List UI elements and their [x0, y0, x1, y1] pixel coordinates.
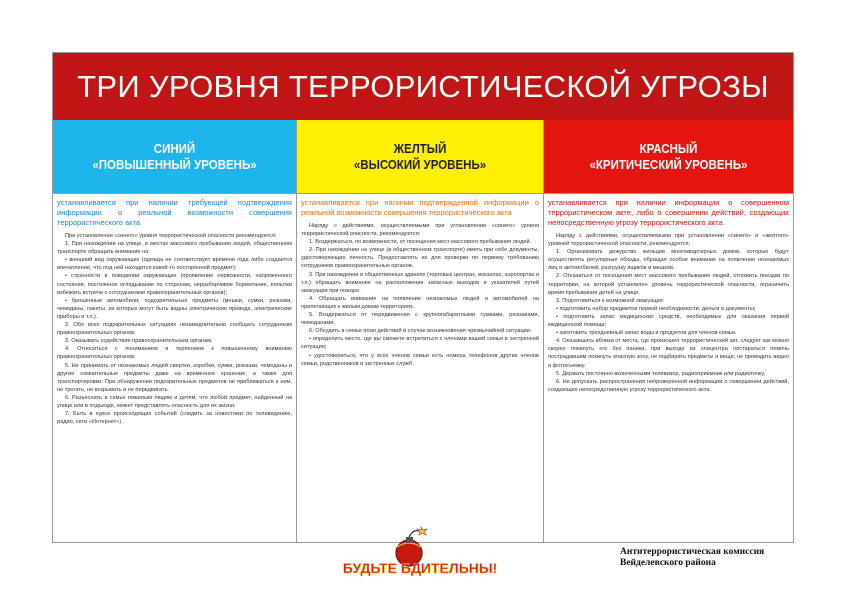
paragraph: 6. Не допускать распространения непроверенной информации о совершении действий, создающих непосредственную угрозу террористического акта. — [548, 378, 789, 393]
paragraph: 4. Относиться с пониманием и терпением к повышенному вниманию правоохранительных органов. — [57, 346, 292, 361]
paragraph: 3. При нахождении в общественных зданиях (торговых центрах, вокзалах, аэропортах и т.п.) обращать внимание на расположение запасных выходов и указателей путей эвакуации при пожаре. — [301, 271, 539, 294]
poster-title: ТРИ УРОВНЯ ТЕРРОРИСТИЧЕСКОЙ УГРОЗЫ — [77, 68, 769, 104]
paragraph: • внешний вид окружающих (одежда не соответствует времени года либо создается впечатление, что под ней находится какой-то посторонний предмет); — [57, 257, 292, 272]
paragraph: Наряду с действиями, осуществляемыми при установлении «синего» уровня террористической опасности, рекомендуется: — [301, 223, 539, 238]
level-name-yellow: ЖЕЛТЫЙ — [393, 141, 447, 156]
title-banner — [53, 53, 793, 120]
paragraph: 7. Быть в курсе происходящих событий (следить за новостями по телевидению, радио, сети «Интернет»). — [57, 411, 292, 426]
header-blue — [53, 120, 296, 194]
header-yellow — [297, 120, 543, 194]
paragraph: • определить место, где вы сможете встретиться с членами вашей семьи в экстренной ситуации; — [301, 336, 539, 351]
paragraph: 6. Обсудить в семье план действий в случае возникновения чрезвычайной ситуации: — [309, 328, 532, 335]
level-title-yellow: «ВЫСОКИЙ УРОВЕНЬ» — [353, 157, 487, 172]
intro-yellow: устанавливается при наличии подтвержденной информации о реальной возможности совершения террористического акта — [301, 198, 539, 217]
footer-line-1: Антитеррористическая комиссия — [620, 547, 765, 557]
paragraph: 1. Воздержаться, по возможности, от посещения мест массового пребывания людей. — [309, 239, 532, 246]
level-title-blue: «ПОВЫШЕННЫЙ УРОВЕНЬ» — [92, 157, 257, 172]
paragraph: Наряду с действиями, осуществляемыми при установлении «синего» и «желтого» уровней террористической опасности, рекомендуется: — [548, 233, 789, 248]
paragraph: • удостовериться, что у всех членов семьи есть номера телефонов других членов семьи, родственников и экстренных служб. — [301, 352, 539, 367]
paragraph: При установлении «синего» уровня террористической опасности рекомендуется: — [65, 233, 277, 239]
paragraph: 5. Держать постоянно включенными телевизор, радиоприемник или радиоточку. — [556, 370, 766, 377]
stamp-text: БУДЬТЕ БДИТЕЛЬНЫ! — [342, 560, 498, 576]
column-red — [544, 120, 793, 543]
paragraph: 2. Отказаться от посещения мест массового пребывания людей, отложить поездки по территории, на которой установлен уровень террористической опасности, ограничить время пребывания детей на улице. — [548, 273, 789, 296]
level-name-red: КРАСНЫЙ — [639, 141, 698, 156]
text-red — [548, 232, 789, 394]
paragraph: 4. Оказавшись вблизи от места, где произошел террористический акт, следует как можно скорее покинуть его без паники, при выходе из эпицентра постараться помочь пострадавшим покинуть опасную зону, не подбирать предметы и вещи, не проводить видео и фотосъемку. — [548, 338, 789, 369]
column-yellow — [297, 120, 544, 576]
paragraph: 6. Разъяснить в семье пожилым людям и детям, что любой предмет, найденный на улице или в подъезде, может представлять опасность для их жизни. — [57, 394, 292, 409]
paragraph: 1. Организовать дежурство жильцов многоквартирных домов, которые будут осуществлять регулярные обходы, обращая особое внимание на появление незнакомых лиц и автомобилей, разгрузку ящиков и мешков. — [548, 249, 789, 272]
paragraph: • заготовить трехдневный запас воды и продуктов для членов семьи. — [556, 330, 737, 337]
text-blue — [57, 232, 292, 426]
text-yellow — [301, 222, 539, 368]
be-vigilant-stamp — [342, 527, 498, 583]
header-red — [544, 120, 793, 194]
intro-blue: устанавливается при наличии требующей подтверждения информации о реальной возможности совершения террористического акта — [57, 198, 292, 227]
paragraph: • подготовить набор предметов первой необходимости, деньги и документы; — [556, 305, 756, 312]
level-name-blue: СИНИЙ — [153, 141, 196, 156]
paragraph: • брошенные автомобили, подозрительные предметы (мешки, сумки, рюкзаки, чемоданы, пакеты, из которых могут быть видны электрические провода, электрические приборы и т.п.). — [57, 297, 292, 320]
level-title-red: «КРИТИЧЕСКИЙ УРОВЕНЬ» — [589, 157, 748, 172]
paragraph: 3. Оказывать содействие правоохранительным органам. — [65, 338, 213, 345]
paragraph: 1. При нахождении на улице, в местах массового пребывания людей, общественном транспорте обращать внимание на: — [57, 241, 292, 256]
paragraph: 5. Не принимать от незнакомых людей свертки, коробки, сумки, рюкзаки, чемоданы и другие сомнительные предметы даже на временное хранение, а также для транспортировки. При обнаружении подозрительных предметов не приближаться к ним, не трогать, не вскрывать и не передвигать. — [57, 362, 292, 393]
footer-line-2: Вейделевского района — [620, 558, 716, 568]
paragraph: 3. Подготовиться к возможной эвакуации: — [556, 297, 665, 304]
footer-signature — [620, 547, 764, 569]
fuse-icon — [409, 531, 419, 537]
paragraph: 5. Воздержаться от передвижения с крупногабаритными сумками, рюкзаками, чемоданами. — [301, 312, 539, 327]
paragraph: • странности в поведении окружающих (проявление нервозности, напряженного состояния, постоянное оглядывание по сторонам, неразборчивое бормотание, попытки избежать встречи с сотрудниками правоохранительных органов); — [57, 273, 292, 296]
paragraph: 4. Обращать внимание на появление незнакомых людей и автомобилей на прилегающих к жилым домам территориях. — [301, 295, 539, 310]
column-blue — [53, 120, 297, 543]
paragraph: 2. Обо всех подозрительных ситуациях незамедлительно сообщать сотрудникам правоохранительных органов. — [57, 322, 292, 337]
intro-red: устанавливается при наличии информации о совершенном террористическом акте, либо о совершении действий, создающих непосредственную угрозу террористического акта — [548, 198, 789, 227]
paragraph: 2. При нахождении на улице (в общественном транспорте) иметь при себе документы, удостоверяющие личность. Предоставлять их для проверки по первому требованию сотрудников правоохранительных органов. — [301, 247, 539, 270]
paragraph: • подготовить запас медицинских средств, необходимых для оказания первой медицинской помощи; — [548, 313, 789, 329]
